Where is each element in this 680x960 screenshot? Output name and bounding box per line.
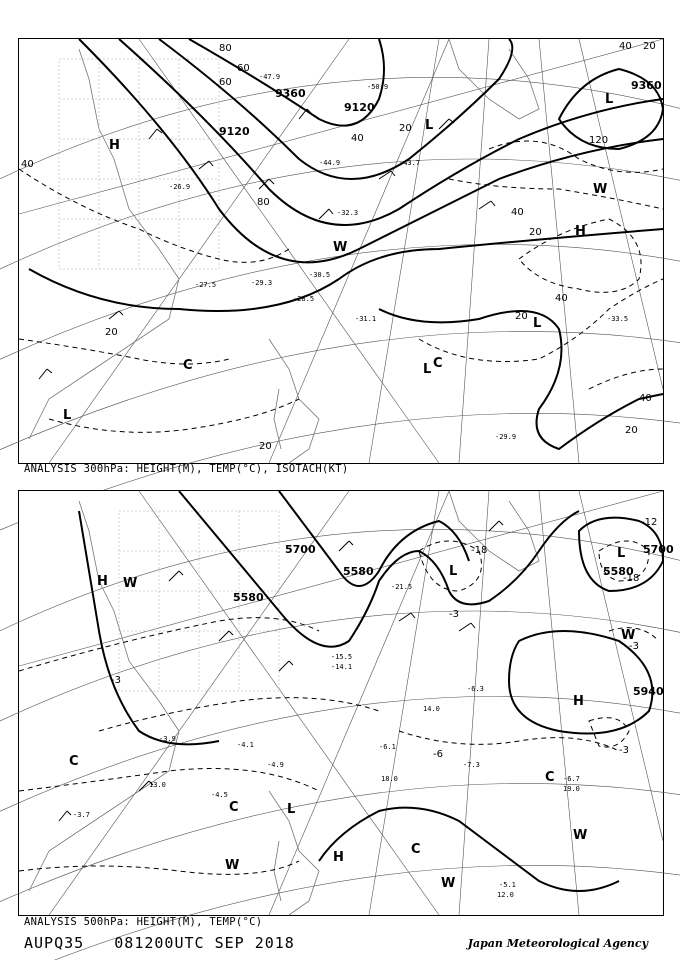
temp-sample: -6.1	[379, 743, 396, 751]
isotach-label: 40	[351, 133, 364, 144]
pressure-center: C	[433, 356, 443, 371]
height-label: 5700	[643, 543, 674, 556]
temp-sample: -47.9	[259, 73, 281, 81]
pressure-center: C	[411, 842, 421, 857]
graticule-latitude	[0, 529, 680, 960]
isotach-label: 40	[639, 393, 652, 404]
temp-sample: -26.9	[169, 183, 191, 191]
pressure-center: C	[545, 770, 555, 785]
map-300hpa-caption: ANALYSIS 300hPa: HEIGHT(M), TEMP(°C), ISOTACH(KT)	[24, 463, 349, 475]
isotach-label: 20	[515, 311, 528, 322]
isotach-label: 20	[643, 41, 656, 52]
map-300hpa	[18, 38, 664, 464]
temp-sample: -5.1	[499, 881, 516, 889]
pressure-center: W	[333, 240, 348, 255]
pressure-center: W	[573, 828, 588, 843]
pressure-center: L	[287, 802, 296, 817]
pressure-center: H	[575, 224, 586, 239]
isotach-label: 20	[105, 327, 118, 338]
pressure-center: W	[225, 858, 240, 873]
temp-sample: -4.9	[267, 761, 284, 769]
temp-sample: 12.0	[497, 891, 514, 899]
temp-contour-label: -3	[629, 641, 639, 652]
temp-sample: -29.9	[495, 433, 517, 441]
temp-sample: -14.1	[331, 663, 353, 671]
isotach-label: 120	[589, 135, 609, 146]
map-300hpa-canvas	[19, 39, 663, 463]
isotach-label: 80	[219, 43, 232, 54]
pressure-center: H	[109, 138, 120, 153]
map-500hpa	[18, 490, 674, 916]
temp-sample: -28.5	[293, 295, 315, 303]
temp-sample: -3.7	[73, 811, 90, 819]
isotach-contours	[19, 141, 663, 432]
agency-name: Japan Meteorological Agency	[467, 937, 648, 950]
temp-contour-label: -6	[433, 749, 443, 760]
temp-sample: -30.5	[309, 271, 331, 279]
temp-sample: -44.9	[319, 159, 341, 167]
isotach-label: 20	[625, 425, 638, 436]
pressure-center: W	[593, 182, 608, 197]
isotach-label: 40	[619, 41, 632, 52]
temp-sample: -32.3	[337, 209, 359, 217]
height-label: 9120	[219, 125, 250, 138]
pressure-center: H	[573, 694, 584, 709]
height-label: 5580	[343, 565, 374, 578]
temp-sample: -6.7	[563, 775, 580, 783]
temp-sample: 19.0	[563, 785, 580, 793]
isotach-label: 60	[219, 77, 232, 88]
temp-sample: 14.0	[423, 705, 440, 713]
isotach-label: 40	[511, 207, 524, 218]
height-label: 5940	[633, 685, 664, 698]
pressure-center: L	[425, 118, 434, 133]
temp-sample: 13.0	[149, 781, 166, 789]
temp-sample: -33.5	[607, 315, 629, 323]
pressure-center: C	[183, 358, 193, 373]
temperature-contours	[19, 541, 659, 874]
height-label: 5580	[603, 565, 634, 578]
pressure-center: L	[617, 546, 626, 561]
pressure-center: H	[333, 850, 344, 865]
temp-sample: -4.1	[237, 741, 254, 749]
temp-contour-label: -12	[641, 517, 658, 528]
temp-sample: -43.7	[399, 159, 421, 167]
pressure-center: L	[63, 408, 72, 423]
wind-barbs	[39, 109, 495, 379]
map-500hpa-caption: ANALYSIS 500hPa: HEIGHT(M), TEMP(°C)	[24, 916, 263, 928]
pressure-center: L	[449, 564, 458, 579]
temp-sample: -6.3	[467, 685, 484, 693]
height-label: 9360	[275, 87, 306, 100]
temp-sample: -50.9	[367, 83, 389, 91]
isotach-label: 40	[555, 293, 568, 304]
temp-contour-label: -18	[471, 545, 488, 556]
isotach-label: 60	[237, 63, 250, 74]
isotach-label: 40	[21, 159, 34, 170]
map-500hpa-canvas	[19, 491, 674, 915]
temp-sample: -21.5	[391, 583, 413, 591]
isotach-label: 80	[257, 197, 270, 208]
temp-contour-label-group	[111, 517, 657, 760]
temp-sample: -27.5	[195, 281, 217, 289]
pressure-center: H	[97, 574, 108, 589]
temp-sample: -15.5	[331, 653, 353, 661]
temp-sample: -7.3	[463, 761, 480, 769]
height-label: 5580	[233, 591, 264, 604]
temp-contour-label: -3	[619, 745, 629, 756]
height-label: 5700	[285, 543, 316, 556]
temp-sample: -29.3	[251, 279, 273, 287]
temp-contour-label: -18	[623, 573, 640, 584]
pressure-center: W	[123, 576, 138, 591]
pressure-center: L	[605, 92, 614, 107]
pressure-center: C	[69, 754, 79, 769]
height-label: 9120	[344, 101, 375, 114]
pressure-center: L	[423, 362, 432, 377]
isotach-label: 20	[399, 123, 412, 134]
hatched-region	[59, 59, 219, 269]
coastline	[29, 491, 539, 915]
isotach-label: 20	[529, 227, 542, 238]
temp-sample: -4.5	[211, 791, 228, 799]
height-label: 9360	[631, 79, 662, 92]
temp-contour-label: -3	[111, 675, 121, 686]
temp-sample: -3.9	[159, 735, 176, 743]
pressure-center: C	[229, 800, 239, 815]
chart-identifier: AUPQ35 081200UTC SEP 2018	[24, 934, 295, 952]
temp-contour-label: -3	[449, 609, 459, 620]
temp-sample: 18.0	[381, 775, 398, 783]
pressure-center: W	[441, 876, 456, 891]
pressure-center: W	[621, 628, 636, 643]
coastline	[29, 39, 542, 463]
temp-sample: -31.1	[355, 315, 377, 323]
pressure-center: L	[533, 316, 542, 331]
isotach-label: 20	[259, 441, 272, 452]
